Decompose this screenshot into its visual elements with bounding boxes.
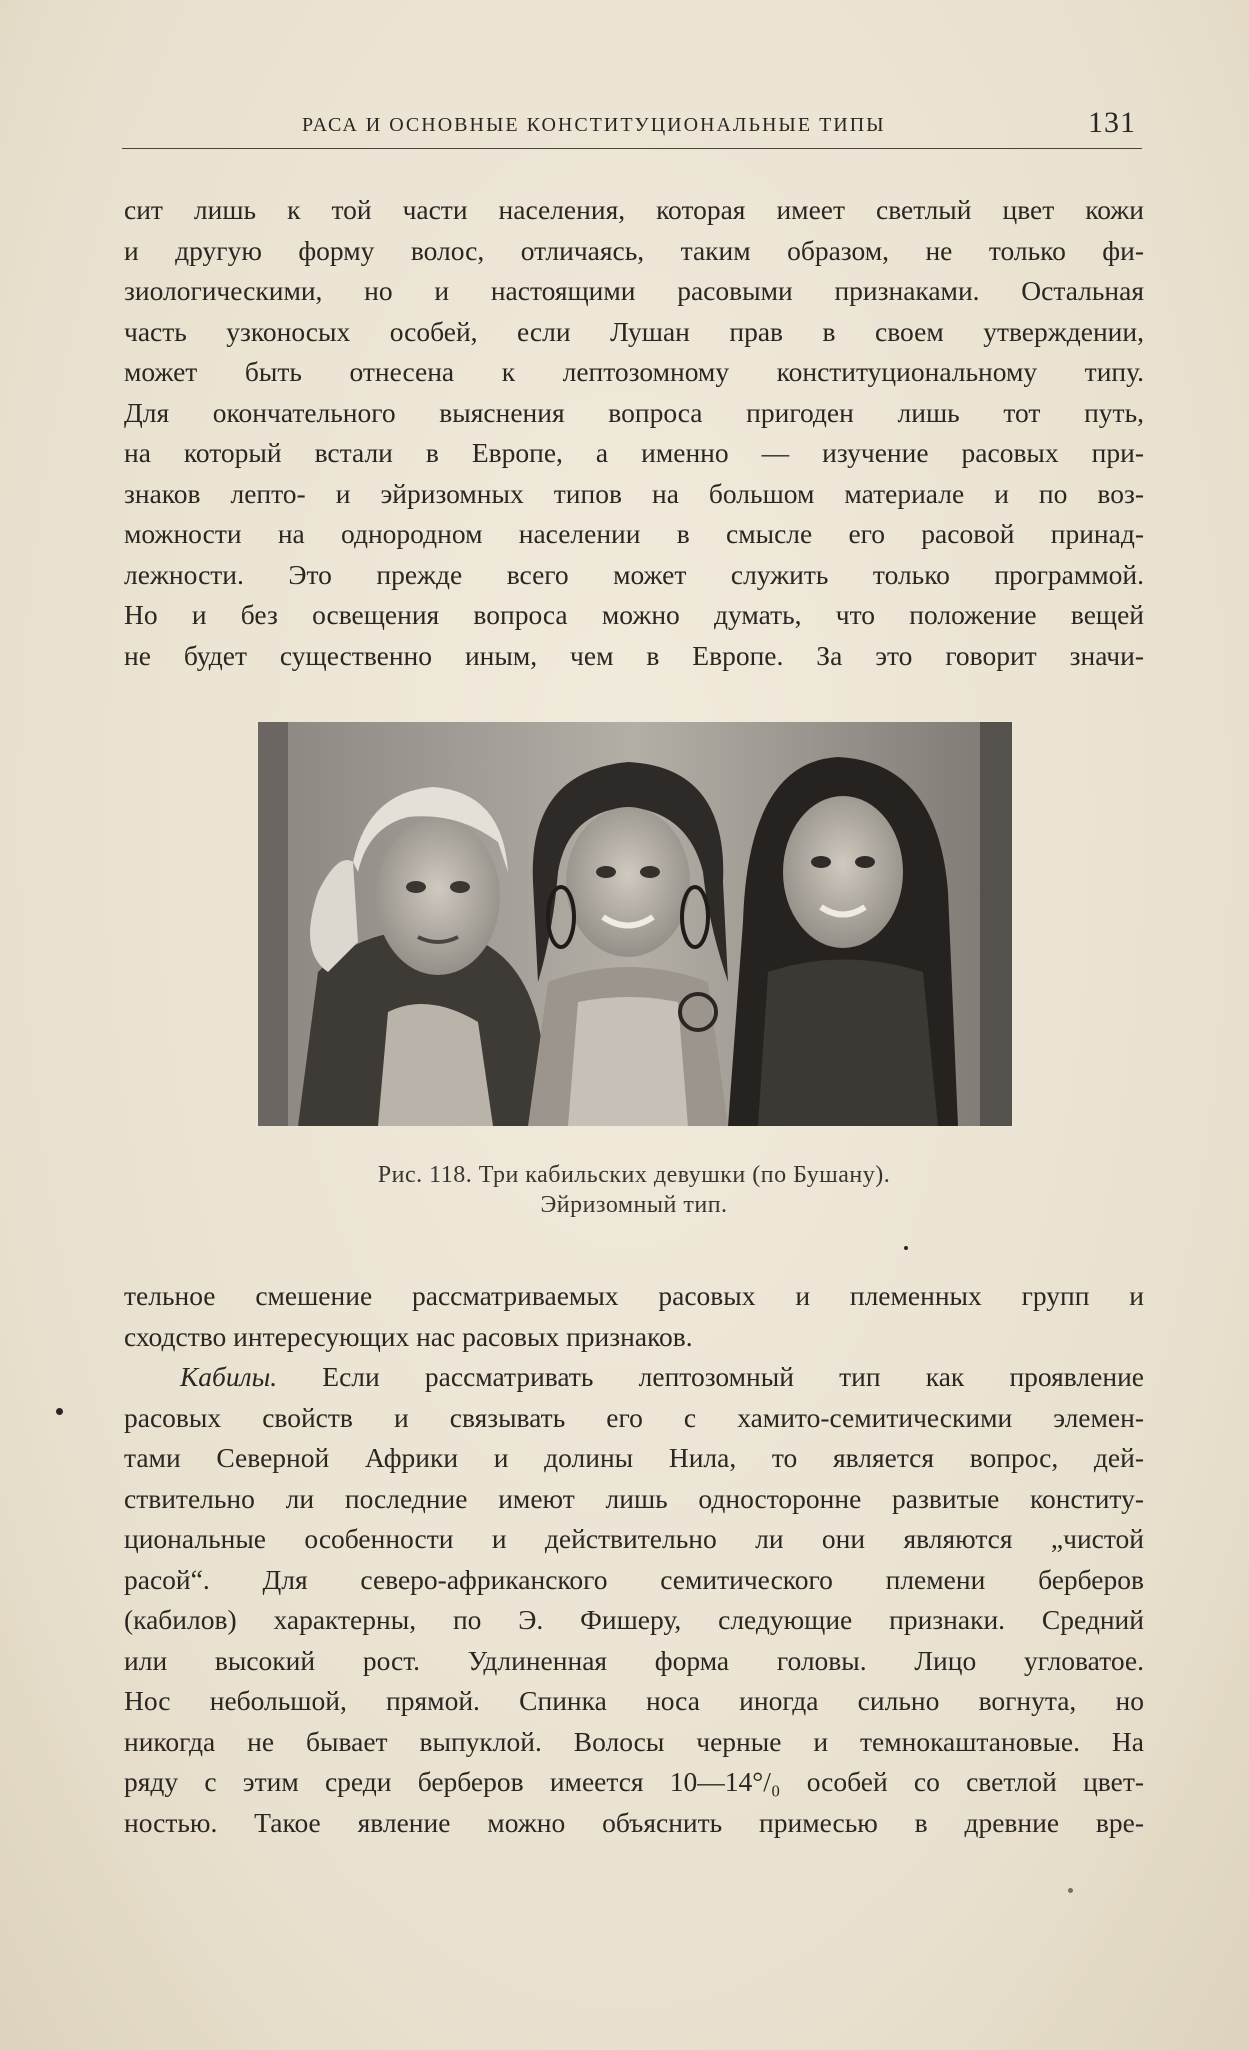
text-line: и другую форму волос, отличаясь, таким образом, не только фи- — [124, 234, 1144, 266]
text-line: сит лишь к той части населения, которая имеет светлый цвет кожи — [124, 194, 1144, 225]
text-line: сходство интересующих нас расовых признаков. — [124, 1320, 693, 1352]
text-line: ствительно ли последние имеют лишь односторонне развитые конститу- — [124, 1482, 1144, 1514]
text-line-first — [124, 1357, 1144, 1398]
text-line: на который встали в Европе, а именно — изучение расовых при- — [124, 437, 1144, 468]
text-line: ностью. Такое явление можно объяснить примесью в древние вре- — [124, 1806, 1144, 1838]
text-line: зиологическими, но и настоящими расовыми признаками. Остальная — [124, 275, 1144, 306]
caption-line: Эйризомный тип. — [540, 1192, 728, 1218]
text-line: никогда не бывает выпуклой. Волосы черные и темнокаштановые. На — [124, 1725, 1144, 1757]
text-line: расовых свойств и связывать его с хамито-семитическими элемен- — [124, 1401, 1144, 1433]
text-line: знаков лепто- и эйризомных типов на большом материале и по воз- — [124, 477, 1144, 509]
text-line: (кабилов) характерны, по Э. Фишеру, следующие признаки. Средний — [124, 1604, 1144, 1635]
figure-photo-three-girls — [258, 722, 1012, 1126]
text-line: можности на однородном населении в смысле его расовой принад- — [124, 518, 1144, 549]
text-line: лежности. Это прежде всего может служить только программой. — [124, 558, 1144, 590]
ink-speck — [1068, 1888, 1073, 1893]
ink-speck — [904, 1246, 908, 1250]
page-number: 131 — [1088, 106, 1136, 139]
text-line: тами Северной Африки и долины Нила, то является вопрос, дей- — [124, 1442, 1144, 1473]
text-line: часть узконосых особей, если Лушан прав в своем утверждении, — [124, 315, 1144, 347]
text-line: или высокий рост. Удлиненная форма головы. Лицо угловатое. — [124, 1644, 1144, 1676]
text-line: Но и без освещения вопроса можно думать, что положение вещей — [124, 599, 1144, 630]
text-line: расой“. Для северо-африканского семитического племени берберов — [124, 1563, 1144, 1595]
ink-speck — [56, 1408, 63, 1415]
figure-caption — [124, 1160, 1144, 1220]
photo-illustration — [258, 722, 1012, 1126]
paragraph-continuation — [124, 190, 1144, 676]
caption-line: Рис. 118. Три кабильских девушки (по Бушану). — [377, 1162, 891, 1188]
paragraph-main — [124, 1276, 1144, 1843]
text-line: Нос небольшой, прямой. Спинка носа иногда сильно вогнута, но — [124, 1685, 1144, 1716]
section-lead: Кабилы. — [180, 1361, 278, 1392]
running-title: РАСА И ОСНОВНЫЕ КОНСТИТУЦИОНАЛЬНЫЕ ТИПЫ — [302, 114, 886, 136]
text-line: ряду с этим среди берберов имеется 10—14°/₀ особей со светлой цвет- — [124, 1766, 1144, 1797]
text-line: не будет существенно иным, чем в Европе. За это говорит значи- — [124, 639, 1144, 671]
text-line: циональные особенности и действительно ли они являются „чистой — [124, 1523, 1144, 1554]
text-line: Для окончательного выяснения вопроса пригоден лишь тот путь, — [124, 396, 1144, 428]
text-fragment: Если рассматривать лептозомный тип как проявление — [277, 1361, 1144, 1392]
text-line: тельное смешение рассматриваемых расовых и племенных групп и — [124, 1280, 1144, 1311]
text-line: может быть отнесена к лептозомному конституциональному типу. — [124, 356, 1144, 387]
running-head — [122, 104, 1142, 149]
